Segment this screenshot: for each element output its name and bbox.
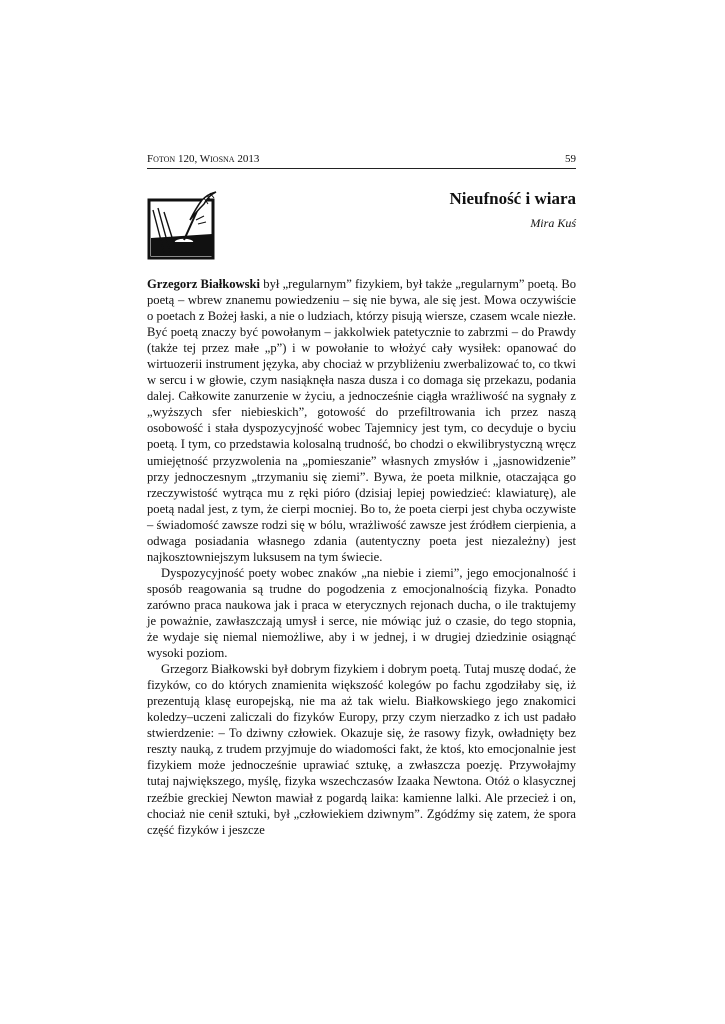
lead-name: Grzegorz Białkowski [147, 277, 261, 291]
page-number: 59 [565, 153, 576, 165]
inkwell-quill-icon [146, 190, 218, 262]
paragraph-3: Grzegorz Białkowski był dobrym fizykiem i dobrym poetą. Tutaj muszę dodać, że fizyków, co do których znamienita większość kolegów po fachu zgodziłaby się, iż prezentują klasę europejską, nie ma aż tak wielu. Białkowskiego jego znakomici koledzy–uczeni zaliczali do fizyków Europy, przy czym nierzadko z ich ust padało stwierdzenie: – To dziwny człowiek. Okazuje się, że rasowy fizyk, owładnięty bez reszty nauką, z trudem przyjmuje do wiadomości fakt, że ktoś, kto emocjonalnie jest fizykiem może jednocześnie uprawiać sztukę, a zwłaszcza poezję. Przywołajmy tutaj największego, myślę, fizyka wszechczasów Izaaka Newtona. Otóż o klasycznej rzeźbie greckiej Newton mawiał z pogardą laika: kamienne lalki. Ale przecież i on, chociaż nie cenił sztuki, był „człowiekiem dziwnym”. Zgódźmy się zatem, że spora część fizyków i jeszcze [147, 662, 576, 837]
header-rule [147, 168, 576, 169]
paragraph-2: Dyspozycyjność poety wobec znaków „na niebie i ziemi”, jego emocjonalność i sposób reagowania są trudne do pogodzenia z emocjonalnością fizyka. Ponadto zarówno praca naukowa jak i praca w eterycznych rejonach ducha, o ile traktujemy je poważnie, zawłaszczają umysł i serce, nie mówiąc już o czasie, do tego stopnia, że wydaje się niemal niemożliwe, aby i w jednej, i w drugiej dziedzinie osiągnąć wysoki poziom. [147, 565, 576, 661]
article-title: Nieufność i wiara [449, 189, 576, 208]
journal-issue: Foton 120, Wiosna 2013 [147, 153, 260, 165]
paragraph-1 [147, 276, 576, 565]
article-body [147, 276, 576, 838]
article-author: Mira Kuś [530, 216, 576, 230]
paragraph-1-text: był „regularnym” fizykiem, był także „regularnym” poetą. Bo poetą – wbrew znanemu powiedzeniu – się nie bywa, ale się jest. Mowa oczywiście o poetach z Bożej łaski, a nie o ludziach, którzy pisują wiersze, czasem wcale niezłe. Być poetą znaczy być powołanym – jakkolwiek patetycznie to zabrzmi – do Prawdy (także tej przez małe „p”) i w powołanie to włożyć cały wysiłek: opanować do wirtuozerii instrument języka, aby chociaż w przybliżeniu zwerbalizować to, co tkwi w sercu i w głowie, czym nasiąknęła nasza dusza i co domaga się przekazu, podania dalej. Całkowite zanurzenie w życiu, a jednocześnie ciągła wrażliwość na sygnały z „wyższych sfer niebieskich”, gotowość do przefiltrowania ich przez naszą osobowość i stała dyspozycyjność wobec Tajemnicy jest tym, co decyduje o byciu poetą. I tym, co przedstawia kolosalną trudność, bo chodzi o ekwilibrystyczną wręcz umiejętność przyzwolenia na „pomieszanie” własnych zmysłów i „jasnowidzenie” przy jednoczesnym „trzymaniu się ziemi”. Bywa, że poeta milknie, otaczająca go rzeczywistość wytrąca mu z ręki pióro (dzisiaj lepiej powiedzieć: klawiaturę), ale poetą nadal jest, z tym, że cierpi mocniej. Bo to, że poeta cierpi jest chyba oczywiste – świadomość zawsze rodzi się w bólu, wrażliwość zawsze jest źródłem cierpienia, a odwaga posiadania własnego zdania (autentyczny poeta jest niezależny) jest najkosztowniejszym luksusem na tym świecie. [147, 277, 577, 564]
